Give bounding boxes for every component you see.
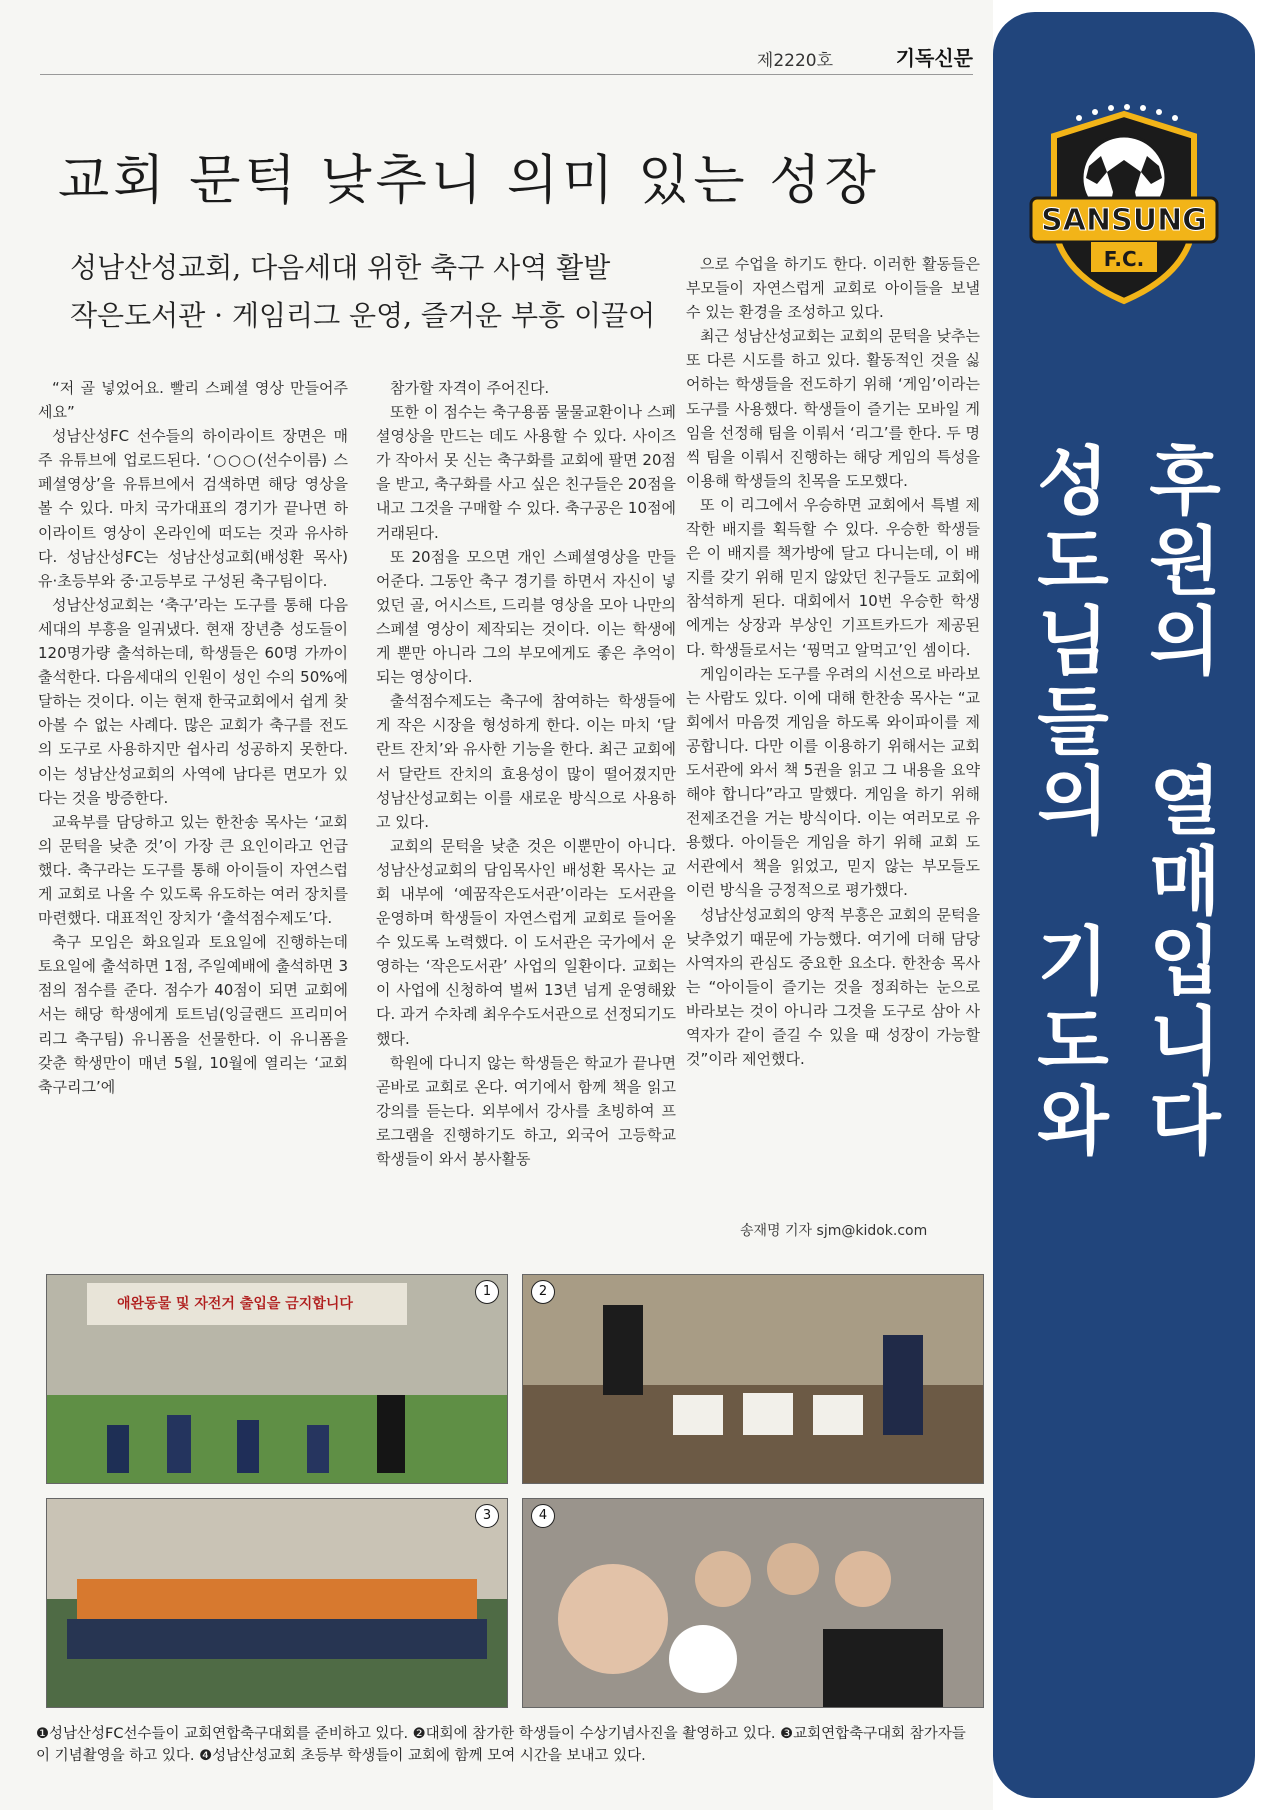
article-paragraph: 또 이 리그에서 우승하면 교회에서 특별 제작한 배지를 획득할 수 있다. 우승한 학생들은 이 배지를 책가방에 달고 다니는데, 이 배지를 갖기 위해 믿지 않았던 친구들도 교회에 참석하게 된다. 대회에서 10번 우승한 학생에게는 상장과 부상인 기프트카드가 제공된다. 학생들로서는 ‘꿩먹고 알먹고’인 셈이다.: [686, 495, 980, 659]
masthead: [40, 34, 973, 75]
article-column-3: [686, 252, 980, 1212]
panel-character: 성: [1037, 439, 1109, 525]
article-paragraph: 참가할 자격이 주어진다.: [390, 379, 550, 397]
panel-character: 도: [1037, 519, 1109, 605]
panel-character: 후: [1149, 439, 1221, 525]
article-paragraph: 으로 수업을 하기도 한다. 이러한 활동들은 부모들이 자연스럽게 교회로 아이들을 보낼 수 있는 환경을 조성하고 있다.: [686, 255, 980, 322]
photo-2: [522, 1274, 984, 1484]
soccer-ball-icon: [1029, 96, 1219, 306]
sansung-fc-logo: [1029, 96, 1219, 306]
photo-4-number: 4: [531, 1504, 555, 1528]
panel-character: 도: [1037, 999, 1109, 1085]
photo-3-image: [47, 1499, 507, 1707]
article-column-2: [376, 376, 676, 1206]
article-paragraph: 학원에 다니지 않는 학생들은 학교가 끝나면 곧바로 교회로 온다. 여기에서 함께 책을 읽고 강의를 듣는다. 외부에서 강사를 초빙하여 프로그램을 진행하기도 하고, 외국어 고등학교 학생들이 와서 봉사활동: [376, 1053, 676, 1168]
subheadline-2: 작은도서관 · 게임리그 운영, 즐거운 부흥 이끌어: [70, 299, 656, 332]
article-paragraph: 게임이라는 도구를 우려의 시선으로 바라보는 사람도 있다. 이에 대해 한찬송 목사는 “교회에서 마음껏 게임을 하도록 와이파이를 제공합니다. 다만 이를 이용하기 위해서는 교회 도서관에 와서 책 5권을 읽고 그 내용을 요약해야 합니다”라고 말했다. 게임을 하기 위해 전제조건을 거는 방식이다. 이는 여러모로 유용했다. 아이들은 게임을 하기 위해 교회 도서관에서 책을 읽었고, 믿지 않는 부모들도 이런 방식을 긍정적으로 평가했다.: [686, 664, 980, 900]
photo-3: [46, 1498, 508, 1708]
headline: 교회 문턱 낮추니 의미 있는 성장: [58, 150, 880, 211]
photo-4: [522, 1498, 984, 1708]
panel-character: 기: [1037, 919, 1109, 1005]
photo-1: [46, 1274, 508, 1484]
photo-caption: ❶성남산성FC선수들이 교회연합축구대회를 준비하고 있다. ❷대회에 참가한 학생들이 수상기념사진을 촬영하고 있다. ❸교회연합축구대회 참가자들이 기념촬영을 하고 있다. ❹성남산성교회 초등부 학생들이 교회에 함께 모여 시간을 보내고 있다.: [36, 1726, 966, 1764]
panel-character: 매: [1149, 839, 1221, 925]
publication-name: 기독신문: [895, 46, 973, 70]
photo-1-banner: 애완동물 및 자전거 출입을 금지합니다: [117, 1296, 353, 1312]
article-paragraph: 또 20점을 모으면 개인 스페셜영상을 만들어준다. 그동안 축구 경기를 하면서 자신이 넣었던 골, 어시스트, 드리블 영상을 모아 나만의 스페셜 영상이 제작되는 것이다. 이는 학생에게 뿐만 아니라 그의 부모에게도 좋은 추억이 되는 영상이다.: [376, 547, 676, 687]
panel-character: 원: [1149, 519, 1221, 605]
panel-character: 니: [1149, 999, 1221, 1085]
panel-text-right: [1145, 439, 1225, 1165]
byline: 송재명 기자 sjm@kidok.com: [740, 1223, 928, 1239]
svg-text:SANSUNG: SANSUNG: [1041, 203, 1207, 238]
panel-character: 열: [1149, 759, 1221, 845]
panel-character: 의: [1149, 599, 1221, 685]
subheadline-1: 성남산성교회, 다음세대 위한 축구 사역 활발: [70, 251, 611, 284]
panel-character: 입: [1149, 919, 1221, 1005]
panel-character: 와: [1037, 1079, 1109, 1165]
article-paragraph: 축구 모임은 화요일과 토요일에 진행하는데 토요일에 출석하면 1점, 주일예배에 출석하면 3점의 점수를 준다. 점수가 40점이 되면 교회에서는 해당 학생에게 토트넘(잉글랜드 프리미어리그 축구팀) 유니폼을 선물한다. 이 유니폼을 갖춘 학생만이 매년 5월, 10월에 열리는 ‘교회축구리그’에: [38, 933, 348, 1096]
photo-2-image: [523, 1275, 983, 1483]
article-paragraph: 성남산성교회는 ‘축구’라는 도구를 통해 다음세대의 부흥을 일궈냈다. 현재 장년층 성도들이 120명가량 출석하는데, 학생들은 60명 가까이 출석한다. 다음세대의 인원이 성인 수의 50%에 달하는 것이다. 이는 현재 한국교회에서 쉽게 찾아볼 수 없는 사례다. 많은 교회가 축구를 전도의 도구로 사용하지만 쉽사리 성공하지 못한다. 이는 성남산성교회의 사역에 남다른 면모가 있다는 것을 방증한다.: [38, 595, 348, 807]
panel-character: 다: [1149, 1079, 1221, 1165]
article-paragraph: 교회의 문턱을 낮춘 것은 이뿐만이 아니다. 성남산성교회의 담임목사인 배성환 목사는 교회 내부에 ‘예꿈작은도서관’이라는 도서관을 운영하며 학생들이 자연스럽게 교회로 들어올 수 있도록 노력했다. 이 도서관은 국가에서 운영하는 ‘작은도서관’ 사업의 일환이다. 교회는 이 사업에 신청하여 벌써 13년 넘게 운영해왔다. 과거 수차례 최우수도서관으로 선정되기도 했다.: [376, 836, 676, 1048]
article-column-1: [38, 376, 348, 1206]
photo-2-number: 2: [531, 1280, 555, 1304]
article-paragraph: 출석점수제도는 축구에 참여하는 학생들에게 작은 시장을 형성하게 한다. 이는 마치 ‘달란트 잔치’와 유사한 기능을 한다. 최근 교회에서 달란트 잔치의 효용성이 많이 떨어졌지만 성남산성교회는 이를 새로운 방식으로 사용하고 있다.: [376, 692, 676, 831]
article-paragraph: 교육부를 담당하고 있는 한찬송 목사는 ‘교회의 문턱을 낮춘 것’이 가장 큰 요인이라고 언급했다. 축구라는 도구를 통해 아이들이 자연스럽게 교회로 나올 수 있도록 유도하는 여러 장치를 마련했다. 대표적인 장치가 ‘출석점수제도’다.: [38, 812, 348, 928]
article-paragraph: “저 골 넣었어요. 빨리 스페셜 영상 만들어주세요”: [38, 379, 348, 422]
photo-1-number: 1: [475, 1280, 499, 1304]
article-paragraph: 최근 성남산성교회는 교회의 문턱을 낮추는 또 다른 시도를 하고 있다. 활동적인 것을 싫어하는 학생들을 전도하기 위해 ‘게임’이라는 도구를 사용했다. 학생들이 즐기는 모바일 게임을 선정해 팀을 이뤄서 ‘리그’를 한다. 두 명씩 팀을 이뤄서 진행하는 해당 게임의 특성을 이용해 학생들의 친목을 도모했다.: [686, 327, 980, 490]
article-paragraph: 성남산성교회의 양적 부흥은 교회의 문턱을 낮추었기 때문에 가능했다. 여기에 더해 담당 사역자의 관심도 중요한 요소다. 한찬송 목사는 “아이들이 즐기는 것을 정죄하는 눈으로 바라보는 것이 아니라 그것을 도구로 삼아 사역자가 같이 즐길 수 있을 때 성장이 가능할 것”이라 제언했다.: [686, 905, 980, 1069]
panel-character: 들: [1037, 679, 1109, 765]
panel-character: 님: [1037, 599, 1109, 685]
article-paragraph: 또한 이 점수는 축구용품 물물교환이나 스페셜영상을 만드는 데도 사용할 수 있다. 사이즈가 작아서 못 신는 축구화를 교회에 팔면 20점을 받고, 축구화를 사고 싶은 친구들은 20점을 내고 그것을 구매할 수 있다. 축구공은 10점에 거래된다.: [376, 403, 676, 542]
article-paragraph: 성남산성FC 선수들의 하이라이트 장면은 매주 유튜브에 업로드된다. ‘○○○(선수이름) 스페셜영상’을 유튜브에서 검색하면 해당 영상을 볼 수 있다. 마치 국가대표의 경기가 끝나면 하이라이트 영상이 온라인에 떠도는 것과 유사하다. 성남산성FC는 성남산성교회(배성환 목사) 유·초등부와 중·고등부로 구성된 축구팀이다.: [38, 427, 348, 590]
panel-text-left: [1033, 439, 1113, 1165]
photo-4-image: [523, 1499, 983, 1707]
sidebar-panel: [993, 12, 1255, 1798]
panel-character: 의: [1037, 759, 1109, 845]
issue-number: 제2220호: [756, 51, 833, 71]
photo-3-number: 3: [475, 1504, 499, 1528]
svg-text:F.C.: F.C.: [1103, 247, 1145, 271]
